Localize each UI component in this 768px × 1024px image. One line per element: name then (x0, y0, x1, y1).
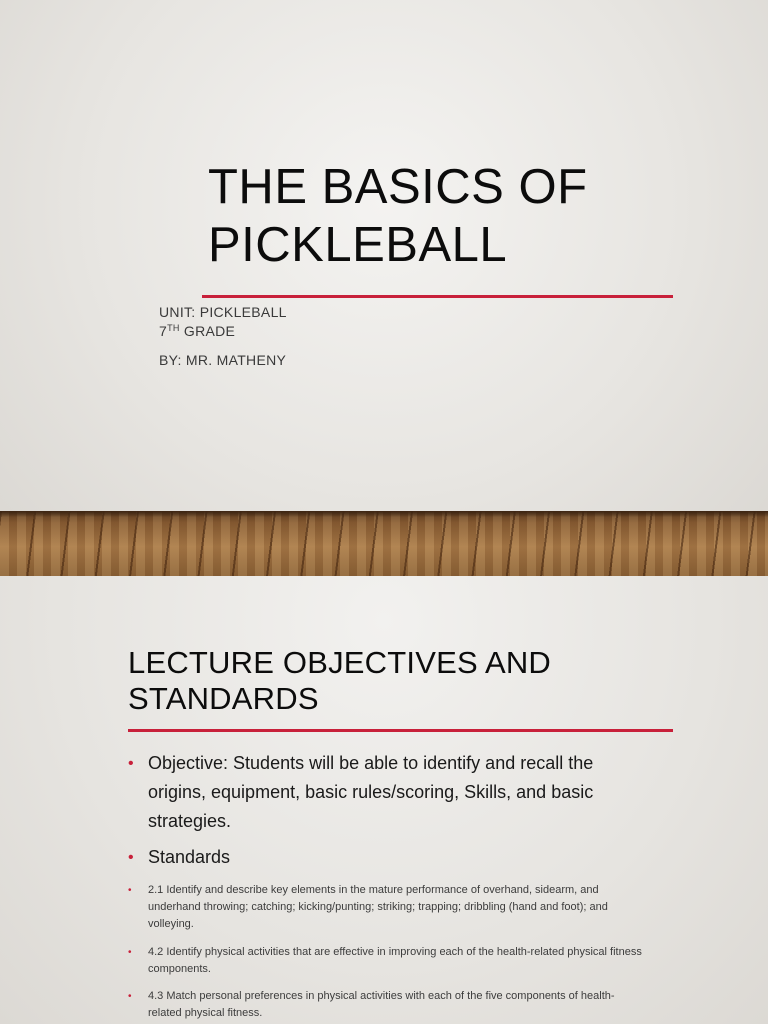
bullet-dot-icon: • (128, 755, 134, 772)
standard-item (128, 882, 648, 933)
slide-title (208, 158, 728, 274)
slide-title-line-2: PICKLEBALL (208, 218, 508, 272)
standard-item (128, 988, 648, 1022)
objectives-divider (128, 729, 673, 732)
wood-floor-image (0, 511, 768, 576)
title-divider (202, 295, 673, 298)
objective-text: Objective: Students will be able to identify and recall the origins, equipment, basic rules/scoring, Skills, and basic strategies. (148, 753, 594, 831)
grade-suffix: TH (167, 323, 180, 333)
grade-word: GRADE (179, 323, 236, 339)
standards-bullet (128, 843, 648, 872)
slide-title-line-1: THE BASICS OF (208, 160, 588, 214)
grade-number: 7 (159, 323, 168, 339)
bullet-dot-icon: • (128, 991, 132, 1002)
objectives-title (128, 645, 688, 717)
bullet-dot-icon: • (128, 947, 132, 958)
standard-text: 4.3 Match personal preferences in physical activities with each of the five components of health-related physical fitness. (148, 990, 615, 1019)
objectives-title-line-1: LECTURE OBJECTIVES AND (128, 645, 551, 680)
standard-text: 4.2 Identify physical activities that are effective in improving each of the health-related physical fitness components. (148, 946, 642, 975)
unit-label: UNIT: PICKLEBALL (159, 304, 287, 320)
bullet-dot-icon: • (128, 885, 132, 896)
standard-item (128, 944, 648, 978)
author-label: BY: MR. MATHENY (159, 352, 287, 368)
bullet-dot-icon: • (128, 849, 134, 866)
grade-label (159, 322, 235, 340)
objective-bullet (128, 749, 648, 836)
standards-heading: Standards (148, 847, 231, 867)
standard-text: 2.1 Identify and describe key elements in the mature performance of overhand, sidearm, and underhand throwing; catching; kicking/punting; striking; trapping; dribbling (hand and foot); and volleying. (148, 884, 608, 930)
objectives-title-line-2: STANDARDS (128, 681, 319, 716)
